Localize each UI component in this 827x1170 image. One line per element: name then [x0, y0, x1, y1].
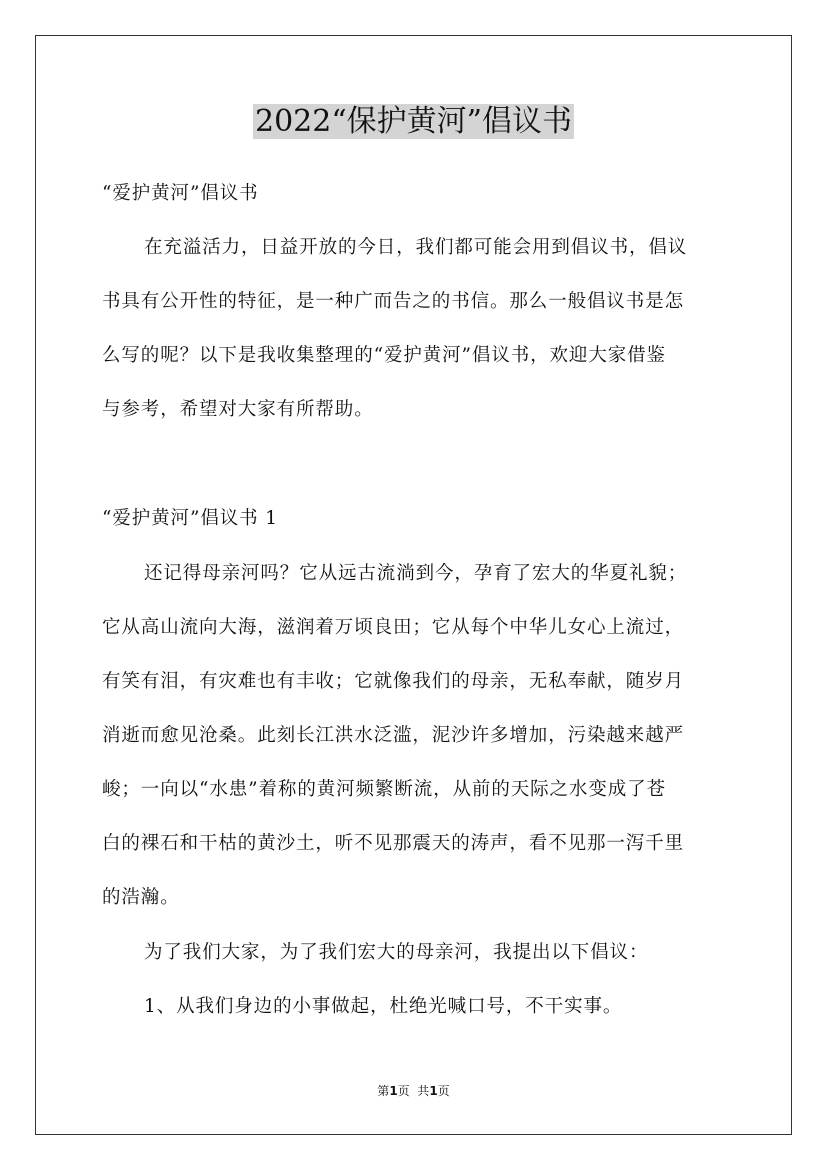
title-text: 2022“保护黄河”倡议书 — [254, 104, 573, 139]
footer-total-suffix: 页 — [437, 1084, 450, 1098]
proposal-intro: 为了我们大家，为了我们宏大的母亲河，我提出以下倡议： — [144, 942, 649, 963]
body-line-7: 的浩瀚。 — [102, 887, 180, 908]
body-line-5: 峻；一向以“水患”着称的黄河频繁断流，从前的天际之水变成了苍 — [102, 779, 666, 800]
body-line-4: 消逝而愈见沧桑。此刻长江洪水泛滥，泥沙许多增加，污染越来越严 — [102, 725, 685, 746]
intro-line-3: 么写的呢？以下是我收集整理的“爱护黄河”倡议书，欢迎大家借鉴 — [102, 345, 666, 366]
body-line-3: 有笑有泪，有灾难也有丰收；它就像我们的母亲，无私奉献，随岁月 — [102, 671, 685, 692]
intro-line-1: 在充溢活力，日益开放的今日，我们都可能会用到倡议书，倡议 — [144, 237, 688, 258]
proposal-item-1: 1、从我们身边的小事做起，杜绝光喊口号，不干实事。 — [144, 996, 623, 1017]
body-line-6: 白的裸石和干枯的黄沙土，听不见那震天的涛声，看不见那一泻千里 — [102, 833, 685, 854]
subheading-1: “爱护黄河”倡议书 — [102, 183, 259, 204]
document-title — [0, 100, 827, 144]
footer-page-suffix: 页 共 — [397, 1084, 430, 1098]
intro-line-2: 书具有公开性的特征，是一种广而告之的书信。那么一般倡议书是怎 — [102, 291, 685, 312]
footer-page-number: 1 — [389, 1084, 398, 1098]
subheading-2: “爱护黄河”倡议书 1 — [102, 508, 278, 529]
intro-line-4: 与参考，希望对大家有所帮助。 — [102, 399, 374, 420]
body-line-2: 它从高山流向大海，滋润着万顷良田；它从每个中华儿女心上流过， — [102, 617, 685, 638]
body-line-1: 还记得母亲河吗？它从远古流淌到今，孕育了宏大的华夏礼貌； — [144, 563, 688, 584]
footer-total-pages: 1 — [429, 1084, 438, 1098]
footer-page-prefix: 第 — [377, 1084, 390, 1098]
page-footer — [0, 1083, 827, 1099]
